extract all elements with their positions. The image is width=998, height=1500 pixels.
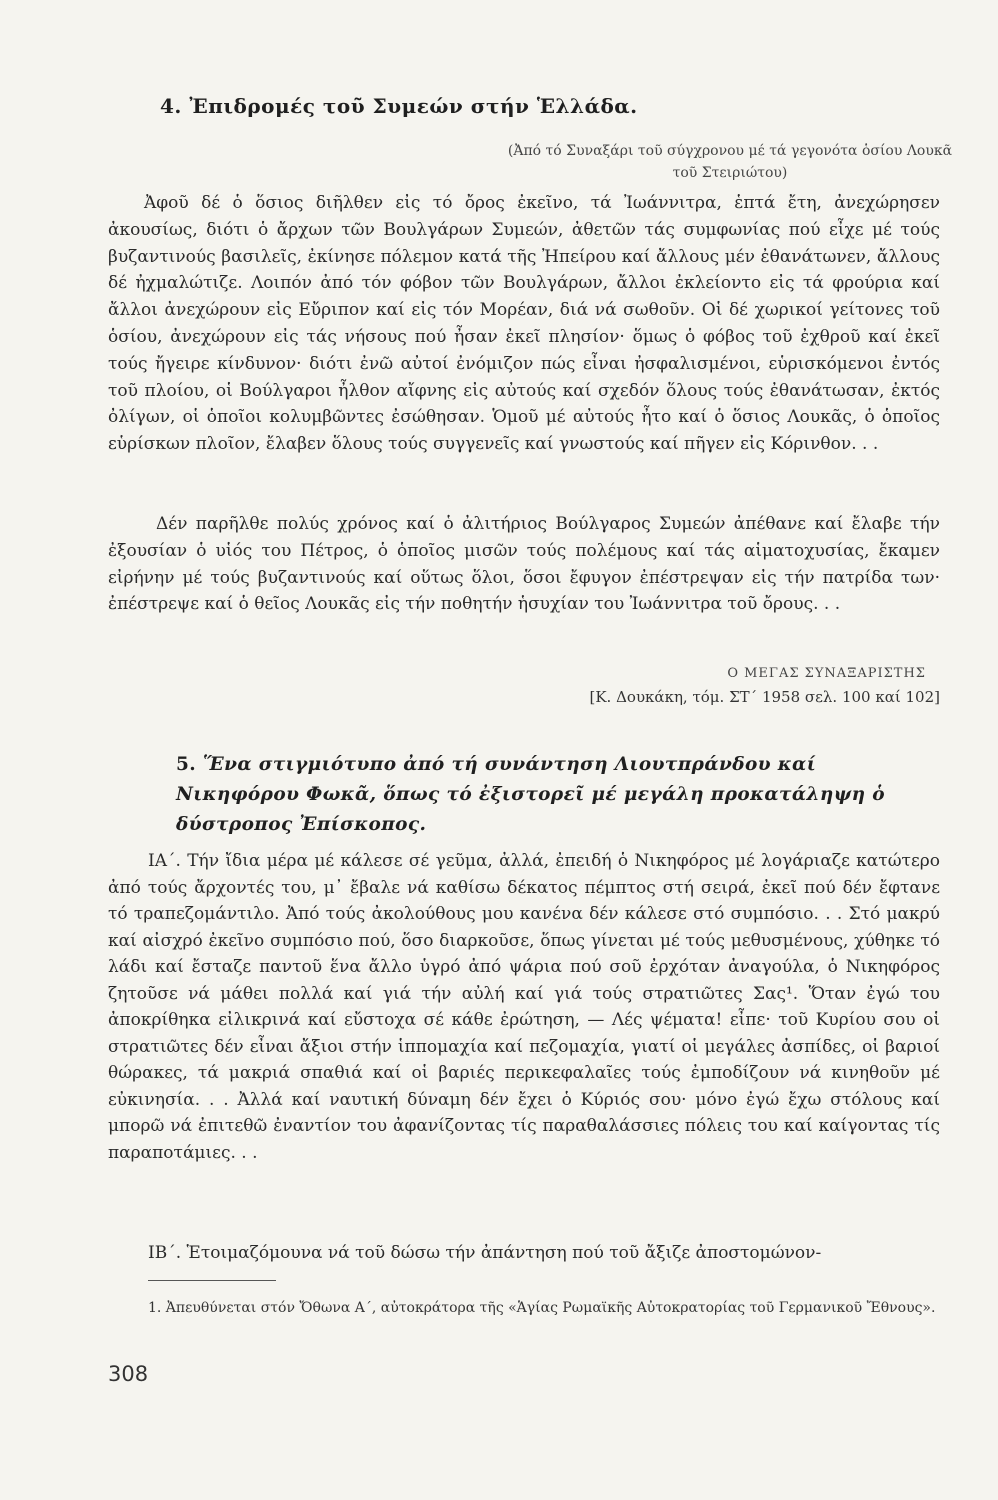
- section-5-heading: [176, 750, 940, 840]
- page-number: 308: [108, 1362, 149, 1386]
- section-4-paragraph-2: Δέν παρῆλθε πολύς χρόνος καί ὁ ἀλιτήριος Βούλγαρος Συμεών ἀπέθανε καί ἔλαβε τήν ἐξουσίαν ὁ υἱός του Πέτρος, ὁ ὁποῖος μισῶν τούς πολέμους καί τάς αἱματοχυσίας, ἔκαμεν εἰρήνην μέ τούς βυζαντινούς καί οὕτως ὅλοι, ὅσοι ἔφυγον ἐπέστρεψαν εἰς τήν πατρίδα των· ἐπέστρεψε καί ὁ θεῖος Λουκᾶς εἰς τήν ποθητήν ἡσυχίαν του Ἰωάννιτρα τοῦ ὄρους. . .: [108, 514, 940, 615]
- section-5-paragraph-2: ΙΒ΄. Ἑτοιμαζόμουνα νά τοῦ δώσω τήν ἀπάντηση πού τοῦ ἄξιζε ἀποστομώνον-: [148, 1243, 822, 1263]
- source-citation: [Κ. Δουκάκη, τόμ. ΣΤ΄ 1958 σελ. 100 καί 102]: [589, 688, 940, 706]
- section-4-source-note: (Ἀπό τό Συναξάρι τοῦ σύγχρονου μέ τά γεγονότα ὁσίου Λουκᾶ τοῦ Στειριώτου): [507, 143, 953, 181]
- section-5-number: 5.: [176, 754, 197, 775]
- section-5-title: Ἕνα στιγμιότυπο ἀπό τή συνάντηση Λιουτπράνδου καί Νικηφόρου Φωκᾶ, ὅπως τό ἐξιστορεῖ μέ μεγάλη προκατάληψη ὁ δύστροπος Ἐπίσκοπος.: [176, 754, 886, 835]
- footnote-divider: [148, 1280, 276, 1281]
- section-4-paragraph-1: Ἀφοῦ δέ ὁ ὅσιος διῆλθεν εἰς τό ὄρος ἐκεῖνο, τά Ἰωάννιτρα, ἑπτά ἔτη, ἀνεχώρησεν ἀκουσίως, διότι ὁ ἄρχων τῶν Βουλγάρων Συμεών, ἀθετῶν τάς συμφωνίας πού εἶχε μέ τούς βυζαντινούς βασιλεῖς, ἐκίνησε πόλεμον κατά τῆς Ἠπείρου καί ἄλλους μέν ἐθανάτωνεν, ἄλλους δέ ἠχμαλώτιζε. Λοιπόν ἀπό τόν φόβον τῶν Βουλγάρων, ἄλλοι ἐκλείοντο εἰς τά φρούρια καί ἄλλοι ἀνεχώρουν εἰς Εὔριπον καί εἰς τόν Μορέαν, διά νά σωθοῦν. Οἱ δέ χωρικοί γείτονες τοῦ ὁσίου, ἀνεχώρουν εἰς τάς νήσους πού ἦσαν ἐκεῖ πλησίον· ὅμως ὁ φόβος τοῦ ἐχθροῦ καί ἐκεῖ τούς ἤγειρε κίνδυνον· διότι ἐνῶ αὐτοί ἐνόμιζον πώς εἶναι ἠσφαλισμένοι, εὑρισκόμενοι ἐντός τοῦ πλοίου, οἱ Βούλγαροι ἦλθον αἴφνης εἰς αὐτούς καί σχεδόν ὅλους τούς ἐθανάτωσαν, ἐκτός ὀλίγων, οἱ ὁποῖοι κολυμβῶντες ἐσώθησαν. Ὁμοῦ μέ αὐτούς ἦτο καί ὁ ὅσιος Λουκᾶς, ὁ ὁποῖος εὑρίσκων πλοῖον, ἔλαβεν ὅλους τούς συγγενεῖς καί γνωστούς καί πῆγεν εἰς Κόρινθον. . .: [108, 193, 940, 455]
- source-signature: Ο ΜΕΓΑΣ ΣΥΝΑΞΑΡΙΣΤΗΣ: [727, 666, 926, 681]
- footnote: 1. Ἀπευθύνεται στόν Ὄθωνα Α΄, αὐτοκράτορα τῆς «Ἁγίας Ρωμαϊκῆς Αὐτοκρατορίας τοῦ Γερμανικοῦ Ἔθνους».: [148, 1300, 936, 1316]
- section-4-heading: 4. Ἐπιδρομές τοῦ Συμεών στήν Ἑλλάδα.: [160, 94, 638, 118]
- section-5-paragraph-1: ΙΑ΄. Τήν ἴδια μέρα μέ κάλεσε σέ γεῦμα, ἀλλά, ἐπειδή ὁ Νικηφόρος μέ λογάριαζε κατώτερο ἀπό τούς ἄρχοντές του, μ᾿ ἔβαλε νά καθίσω δέκατος πέμπτος στή σειρά, ἐκεῖ πού δέν ἔφτανε τό τραπεζομάντιλο. Ἀπό τούς ἀκολούθους μου κανένα δέν κάλεσε στό συμπόσιο. . . Στό μακρύ καί αἰσχρό ἐκεῖνο συμπόσιο πού, ὅσο διαρκοῦσε, ὅπως γίνεται μέ τούς μεθυσμένους, χύθηκε τό λάδι καί ἔσταζε παντοῦ ἕνα ἄλλο ὑγρό ἀπό ψάρια πού σοῦ ἐρχόταν ἀναγούλα, ὁ Νικηφόρος ζητοῦσε νά μάθει πολλά καί γιά τήν αὐλή καί γιά τούς στρατιῶτες Σας¹. Ὅταν ἐγώ του ἀποκρίθηκα εἰλικρινά καί εὔστοχα σέ κάθε ἐρώτηση, — Λές ψέματα! εἶπε· τοῦ Κυρίου σου οἱ στρατιῶτες δέν εἶναι ἄξιοι στήν ἱππομαχία καί πεζομαχία, γιατί οἱ μεγάλες ἀσπίδες, οἱ βαριοί θώρακες, τά μακριά σπαθιά καί οἱ βαριές περικεφαλαῖες τούς ἐμποδίζουν νά κινηθοῦν μέ εὐκινησία. . . Ἀλλά καί ναυτική δύναμη δέν ἔχει ὁ Κύριός σου· μόνο ἐγώ ἔχω στόλους καί μπορῶ νά ἐπιτεθῶ ἐναντίον του ἀφανίζοντας τίς παραθαλάσσιες πόλεις του καί καίγοντας τίς παραποτάμιες. . .: [108, 851, 940, 1163]
